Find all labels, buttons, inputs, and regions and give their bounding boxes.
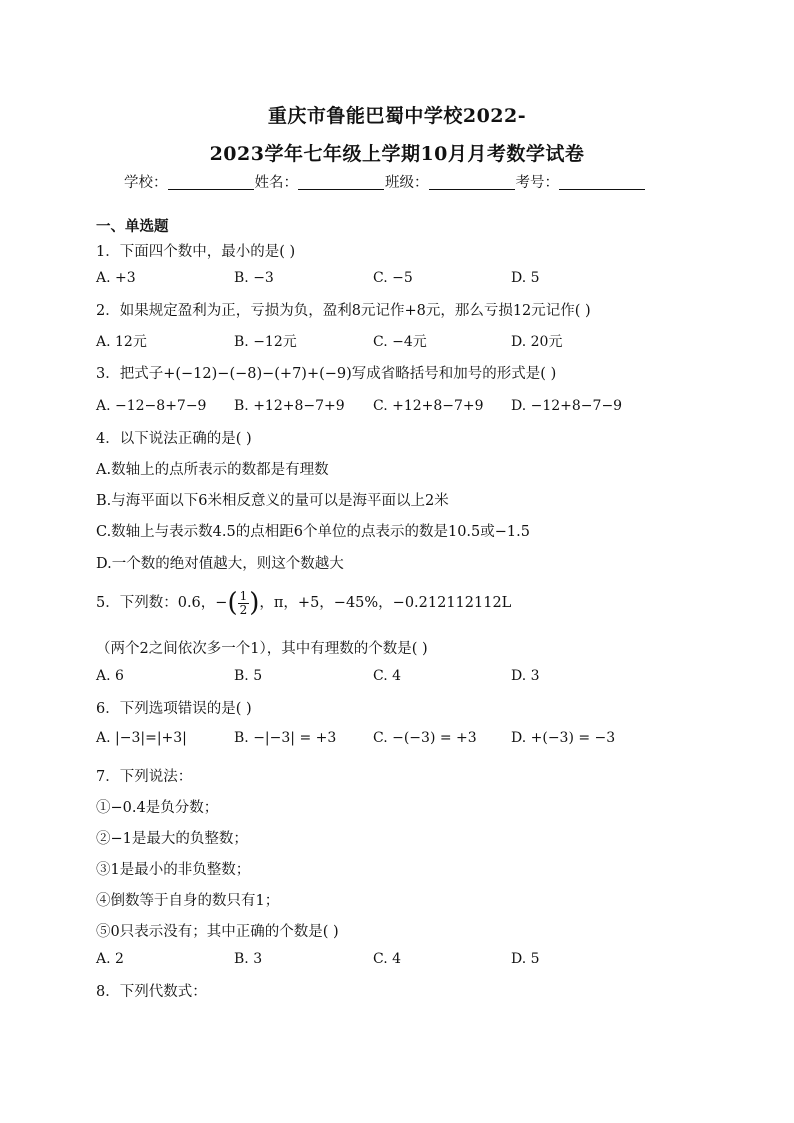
fraction-denominator: 2 bbox=[239, 602, 248, 617]
question-5-option-c: C. 4 bbox=[373, 668, 402, 684]
question-7-item-1: ①−0.4是负分数； bbox=[96, 800, 219, 816]
question-2-option-c: C. −4元 bbox=[373, 334, 427, 350]
question-4-option-b: B.与海平面以下6米相反意义的量可以是海平面以上2米 bbox=[96, 493, 449, 509]
section-title: 一、单选题 bbox=[96, 218, 169, 235]
exam-number-blank bbox=[559, 175, 645, 190]
question-6-option-d: D. +(−3) = −3 bbox=[511, 730, 616, 746]
question-5-option-b: B. 5 bbox=[234, 668, 263, 684]
question-7-item-5: ⑤0只表示没有；其中正确的个数是( ) bbox=[96, 924, 339, 940]
question-5-stem-part-a: 5．下列数：0.6，− bbox=[96, 595, 228, 611]
question-7-option-d: D. 5 bbox=[511, 951, 540, 967]
exam-title-line-1: 重庆市鲁能巴蜀中学校2022- bbox=[267, 105, 527, 127]
question-7-option-b: B. 3 bbox=[234, 951, 263, 967]
question-2-stem: 2．如果规定盈利为正，亏损为负，盈利8元记作+8元，那么亏损12元记作( ) bbox=[96, 303, 591, 319]
question-6-option-a: A. |−3|=|+3| bbox=[96, 730, 187, 746]
question-5-option-a: A. 6 bbox=[96, 668, 124, 684]
question-7-item-2: ②−1是最大的负整数； bbox=[96, 831, 248, 847]
question-5-option-d: D. 3 bbox=[511, 668, 540, 684]
fraction-numerator: 1 bbox=[239, 588, 248, 603]
question-4-stem: 4．以下说法正确的是( ) bbox=[96, 431, 252, 447]
question-4-option-a: A.数轴上的点所表示的数都是有理数 bbox=[96, 462, 329, 478]
question-2-option-d: D. 20元 bbox=[511, 334, 563, 350]
question-3-option-a: A. −12−8+7−9 bbox=[96, 398, 207, 414]
question-3-option-b: B. +12+8−7+9 bbox=[234, 398, 345, 414]
question-3-option-d: D. −12+8−7−9 bbox=[511, 398, 623, 414]
student-info-row bbox=[124, 171, 646, 192]
class-blank bbox=[429, 175, 515, 190]
question-3-stem: 3．把式子+(−12)−(−8)−(+7)+(−9)写成省略括号和加号的形式是( ) bbox=[96, 366, 557, 382]
name-blank bbox=[298, 175, 384, 190]
right-paren: ) bbox=[249, 588, 260, 618]
question-2-option-b: B. −12元 bbox=[234, 334, 297, 350]
question-7-item-4: ④倒数等于自身的数只有1； bbox=[96, 893, 280, 909]
question-1-option-b: B. −3 bbox=[234, 270, 274, 286]
question-6-stem: 6．下列选项错误的是( ) bbox=[96, 701, 252, 717]
question-4-option-c: C.数轴上与表示数4.5的点相距6个单位的点表示的数是10.5或−1.5 bbox=[96, 524, 530, 540]
exam-title-line-2: 2023学年七年级上学期10月月考数学试卷 bbox=[209, 143, 585, 165]
question-1-stem: 1．下面四个数中，最小的是( ) bbox=[96, 244, 296, 260]
question-5-stem-part-b: ，π，+5，−45%，−0.212112112L bbox=[259, 595, 512, 611]
question-8-stem: 8．下列代数式： bbox=[96, 984, 207, 1000]
name-label: 姓名： bbox=[254, 175, 298, 191]
school-blank bbox=[168, 175, 254, 190]
question-3-option-c: C. +12+8−7+9 bbox=[373, 398, 484, 414]
question-5-stem bbox=[96, 583, 511, 623]
exam-number-label: 考号： bbox=[515, 175, 559, 191]
question-6-option-b: B. −|−3| = +3 bbox=[234, 730, 337, 746]
question-1-option-d: D. 5 bbox=[511, 270, 540, 286]
question-7-option-c: C. 4 bbox=[373, 951, 402, 967]
question-1-option-c: C. −5 bbox=[373, 270, 413, 286]
question-4-option-d: D.一个数的绝对值越大，则这个数越大 bbox=[96, 556, 344, 572]
question-7-option-a: A. 2 bbox=[96, 951, 124, 967]
question-2-option-a: A. 12元 bbox=[96, 334, 147, 350]
question-5-stem-continued: （两个2之间依次多一个1），其中有理数的个数是( ) bbox=[96, 641, 428, 657]
question-7-item-3: ③1是最小的非负整数； bbox=[96, 862, 251, 878]
class-label: 班级： bbox=[385, 175, 429, 191]
left-paren: ( bbox=[227, 588, 238, 618]
question-1-option-a: A. +3 bbox=[96, 270, 136, 286]
question-6-option-c: C. −(−3) = +3 bbox=[373, 730, 477, 746]
fraction-one-half bbox=[238, 590, 250, 617]
school-label: 学校： bbox=[124, 175, 168, 191]
question-7-stem: 7．下列说法： bbox=[96, 769, 193, 785]
